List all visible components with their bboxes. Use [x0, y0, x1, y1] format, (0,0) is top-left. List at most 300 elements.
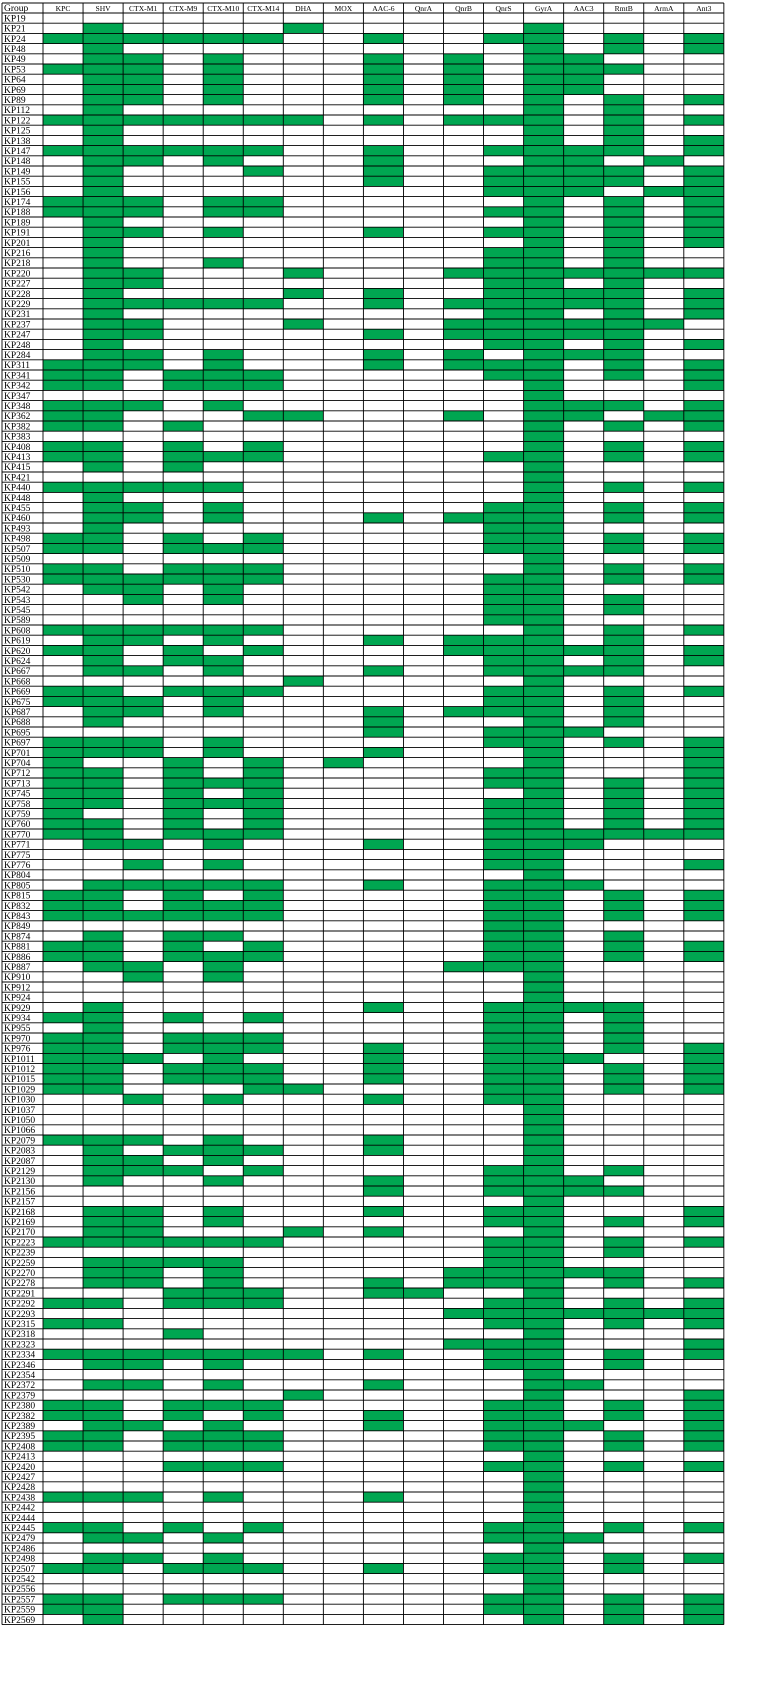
row-label: KP2278	[4, 1279, 36, 1290]
cell-present	[604, 227, 644, 237]
cell-present	[684, 798, 724, 808]
cell-present	[524, 676, 564, 686]
cell-present	[484, 849, 524, 859]
row-label: KP589	[4, 616, 31, 627]
cell-present	[484, 523, 524, 533]
cell-present	[163, 1349, 203, 1359]
cell-present	[83, 768, 123, 778]
cell-present	[163, 656, 203, 666]
cell-present	[43, 900, 83, 910]
row-label: KP156	[4, 187, 31, 198]
cell-present	[363, 1002, 403, 1012]
cell-present	[444, 1278, 484, 1288]
row-label: KP2569	[4, 1615, 36, 1626]
cell-present	[163, 1288, 203, 1298]
cell-present	[524, 186, 564, 196]
cell-present	[43, 625, 83, 635]
cell-present	[203, 370, 243, 380]
cell-present	[163, 1461, 203, 1471]
row-label: KP776	[4, 861, 31, 871]
row-label: KP804	[4, 871, 31, 882]
cell-present	[604, 258, 644, 268]
cell-present	[684, 788, 724, 798]
cell-present	[243, 951, 283, 961]
cell-present	[163, 829, 203, 839]
cell-present	[203, 1155, 243, 1165]
row-label: KP2259	[4, 1258, 36, 1269]
cell-present	[484, 1339, 524, 1349]
row-label: KP362	[4, 412, 31, 423]
cell-present	[524, 849, 564, 859]
cell-present	[363, 666, 403, 676]
cell-present	[444, 635, 484, 645]
cell-present	[83, 696, 123, 706]
cell-present	[684, 1594, 724, 1604]
cell-present	[684, 380, 724, 390]
cell-present	[684, 1339, 724, 1349]
cell-present	[524, 1319, 564, 1329]
cell-present	[83, 1074, 123, 1084]
cell-present	[524, 798, 564, 808]
cell-present	[203, 839, 243, 849]
cell-present	[564, 288, 604, 298]
cell-present	[203, 1380, 243, 1390]
cell-present	[203, 350, 243, 360]
cell-present	[203, 452, 243, 462]
row-label: KP2498	[4, 1554, 36, 1565]
cell-present	[524, 1523, 564, 1533]
cell-present	[363, 1288, 403, 1298]
cell-present	[243, 1166, 283, 1176]
row-label: KP759	[4, 810, 31, 820]
row-label: KP542	[4, 585, 31, 596]
cell-present	[684, 1084, 724, 1094]
cell-present	[484, 860, 524, 870]
cell-present	[163, 1064, 203, 1074]
cell-present	[203, 1237, 243, 1247]
cell-present	[524, 1461, 564, 1471]
cell-present	[203, 74, 243, 84]
cell-present	[43, 696, 83, 706]
cell-present	[524, 1614, 564, 1624]
cell-present	[163, 951, 203, 961]
cell-present	[83, 64, 123, 74]
cell-present	[163, 1033, 203, 1043]
row-label: KP2130	[4, 1177, 36, 1188]
cell-present	[684, 809, 724, 819]
row-label: KP220	[4, 269, 31, 280]
cell-present	[484, 309, 524, 319]
cell-present	[123, 197, 163, 207]
cell-present	[684, 1410, 724, 1420]
cell-present	[83, 1145, 123, 1155]
cell-present	[524, 1033, 564, 1043]
cell-present	[83, 1431, 123, 1441]
row-label: KP1066	[4, 1126, 36, 1137]
cell-present	[123, 513, 163, 523]
cell-present	[43, 1053, 83, 1063]
cell-present	[203, 482, 243, 492]
cell-present	[524, 554, 564, 564]
cell-present	[484, 931, 524, 941]
row-label: KP2223	[4, 1238, 36, 1249]
cell-present	[524, 1298, 564, 1308]
cell-present	[604, 778, 644, 788]
cell-present	[163, 686, 203, 696]
cell-present	[83, 207, 123, 217]
cell-present	[604, 95, 644, 105]
cell-present	[604, 656, 644, 666]
cell-present	[524, 1013, 564, 1023]
cell-present	[363, 635, 403, 645]
cell-present	[83, 299, 123, 309]
cell-present	[684, 166, 724, 176]
cell-present	[444, 299, 484, 309]
cell-present	[243, 1523, 283, 1533]
cell-present	[524, 1492, 564, 1502]
cell-present	[524, 299, 564, 309]
cell-present	[524, 1431, 564, 1441]
cell-present	[484, 115, 524, 125]
heatmap-cells	[43, 23, 724, 1624]
cell-present	[604, 564, 644, 574]
row-label: KP2239	[4, 1248, 36, 1259]
cell-present	[203, 686, 243, 696]
cell-present	[43, 890, 83, 900]
cell-present	[444, 1268, 484, 1278]
cell-present	[83, 1053, 123, 1063]
cell-present	[83, 707, 123, 717]
cell-present	[604, 1237, 644, 1247]
cell-present	[604, 33, 644, 43]
cell-present	[83, 1237, 123, 1247]
cell-present	[524, 258, 564, 268]
row-label: KP712	[4, 769, 31, 780]
cell-present	[83, 186, 123, 196]
cell-present	[604, 1002, 644, 1012]
cell-present	[524, 829, 564, 839]
column-header-dha: DHA	[295, 3, 312, 13]
cell-present	[123, 1380, 163, 1390]
cell-present	[604, 1614, 644, 1624]
row-label: KP624	[4, 657, 31, 667]
cell-present	[363, 1563, 403, 1573]
cell-present	[243, 645, 283, 655]
cell-present	[524, 1155, 564, 1165]
cell-present	[684, 758, 724, 768]
cell-present	[524, 1237, 564, 1247]
cell-present	[123, 482, 163, 492]
cell-present	[43, 533, 83, 543]
cell-present	[283, 1084, 323, 1094]
cell-present	[203, 1431, 243, 1441]
cell-present	[43, 1064, 83, 1074]
cell-present	[123, 95, 163, 105]
cell-present	[123, 1492, 163, 1502]
cell-present	[163, 1563, 203, 1573]
cell-present	[684, 656, 724, 666]
cell-present	[43, 1563, 83, 1573]
cell-present	[684, 1461, 724, 1471]
cell-present	[604, 788, 644, 798]
cell-present	[604, 1410, 644, 1420]
cell-present	[604, 503, 644, 513]
cell-present	[163, 533, 203, 543]
cell-present	[43, 1492, 83, 1502]
cell-present	[604, 1033, 644, 1043]
row-label: KP510	[4, 565, 31, 576]
row-label: KP228	[4, 289, 31, 300]
cell-present	[484, 339, 524, 349]
cell-present	[604, 452, 644, 462]
cell-present	[123, 1227, 163, 1237]
cell-present	[684, 1308, 724, 1318]
cell-present	[123, 880, 163, 890]
row-label: KP507	[4, 544, 31, 555]
row-label: KP2372	[4, 1381, 36, 1392]
column-header-qnrb: QnrB	[455, 3, 472, 13]
cell-present	[484, 1023, 524, 1033]
row-label: KP620	[4, 646, 31, 657]
cell-present	[43, 370, 83, 380]
cell-present	[83, 237, 123, 247]
row-label: KP2346	[4, 1360, 36, 1371]
column-header-mox: MOX	[334, 3, 353, 13]
cell-present	[43, 543, 83, 553]
cell-present	[604, 135, 644, 145]
cell-present	[604, 1064, 644, 1074]
cell-present	[684, 135, 724, 145]
cell-present	[163, 1166, 203, 1176]
cell-present	[684, 288, 724, 298]
cell-present	[43, 758, 83, 768]
cell-present	[83, 1217, 123, 1227]
cell-present	[524, 1084, 564, 1094]
cell-present	[684, 115, 724, 125]
cell-present	[363, 513, 403, 523]
row-label: KP231	[4, 310, 31, 321]
cell-present	[83, 1227, 123, 1237]
cell-present	[564, 1421, 604, 1431]
cell-present	[444, 329, 484, 339]
cell-present	[83, 411, 123, 421]
cell-present	[163, 543, 203, 553]
cell-present	[604, 737, 644, 747]
row-label: KP2559	[4, 1605, 36, 1616]
cell-present	[83, 1023, 123, 1033]
row-label: KP2168	[4, 1207, 36, 1218]
cell-present	[123, 1278, 163, 1288]
row-label: KP24	[4, 34, 26, 45]
row-label: KP929	[4, 1003, 31, 1014]
cell-present	[123, 911, 163, 921]
cell-present	[83, 819, 123, 829]
cell-present	[604, 146, 644, 156]
cell-present	[484, 1533, 524, 1543]
cell-present	[444, 411, 484, 421]
cell-present	[604, 319, 644, 329]
cell-present	[684, 1278, 724, 1288]
cell-present	[484, 503, 524, 513]
cell-present	[524, 696, 564, 706]
cell-present	[684, 299, 724, 309]
cell-present	[203, 584, 243, 594]
cell-present	[203, 258, 243, 268]
cell-present	[363, 1380, 403, 1390]
cell-present	[323, 758, 363, 768]
cell-present	[243, 1441, 283, 1451]
cell-present	[524, 1145, 564, 1155]
cell-present	[43, 574, 83, 584]
cell-present	[43, 33, 83, 43]
cell-present	[83, 1268, 123, 1278]
cell-present	[123, 115, 163, 125]
row-label: KP1015	[4, 1075, 36, 1086]
cell-present	[123, 1359, 163, 1369]
cell-present	[123, 401, 163, 411]
cell-present	[684, 1553, 724, 1563]
row-label: KP758	[4, 799, 31, 810]
cell-present	[524, 768, 564, 778]
cell-present	[484, 1268, 524, 1278]
cell-present	[484, 819, 524, 829]
cell-present	[484, 798, 524, 808]
cell-present	[203, 197, 243, 207]
row-label: KP2315	[4, 1320, 36, 1330]
cell-present	[83, 1033, 123, 1043]
cell-present	[684, 1074, 724, 1084]
cell-present	[604, 829, 644, 839]
cell-present	[604, 125, 644, 135]
row-label: KP148	[4, 157, 31, 168]
cell-present	[524, 1359, 564, 1369]
cell-present	[524, 931, 564, 941]
cell-present	[123, 635, 163, 645]
cell-present	[83, 339, 123, 349]
cell-present	[43, 645, 83, 655]
cell-present	[524, 564, 564, 574]
cell-present	[283, 1349, 323, 1359]
cell-present	[83, 503, 123, 513]
cell-present	[524, 656, 564, 666]
cell-present	[83, 329, 123, 339]
cell-present	[484, 768, 524, 778]
cell-present	[243, 441, 283, 451]
row-label: KP227	[4, 279, 31, 290]
cell-present	[363, 707, 403, 717]
cell-present	[524, 1217, 564, 1227]
cell-present	[83, 33, 123, 43]
cell-present	[363, 1043, 403, 1053]
cell-present	[524, 992, 564, 1002]
cell-present	[163, 625, 203, 635]
cell-present	[524, 941, 564, 951]
cell-present	[203, 401, 243, 411]
cell-present	[484, 594, 524, 604]
row-label: KP383	[4, 432, 31, 443]
cell-present	[484, 1186, 524, 1196]
cell-present	[363, 115, 403, 125]
cell-present	[524, 1064, 564, 1074]
cell-present	[363, 880, 403, 890]
cell-present	[363, 1064, 403, 1074]
row-label: KP2542	[4, 1575, 36, 1585]
cell-present	[43, 207, 83, 217]
row-label: KP760	[4, 820, 31, 831]
cell-present	[203, 737, 243, 747]
row-label: KP849	[4, 922, 31, 933]
cell-present	[524, 1410, 564, 1420]
cell-present	[524, 1390, 564, 1400]
cell-present	[564, 727, 604, 737]
cell-present	[524, 23, 564, 33]
cell-present	[484, 1257, 524, 1267]
cell-present	[524, 543, 564, 553]
cell-present	[684, 951, 724, 961]
cell-present	[203, 911, 243, 921]
cell-present	[484, 1410, 524, 1420]
cell-present	[163, 452, 203, 462]
row-label: KP53	[4, 65, 26, 76]
cell-present	[604, 360, 644, 370]
cell-present	[524, 237, 564, 247]
cell-present	[684, 1217, 724, 1227]
cell-present	[83, 829, 123, 839]
cell-present	[524, 95, 564, 105]
cell-present	[604, 635, 644, 645]
cell-present	[83, 482, 123, 492]
cell-present	[524, 156, 564, 166]
cell-present	[363, 146, 403, 156]
cell-present	[83, 1298, 123, 1308]
cell-present	[43, 1431, 83, 1441]
cell-present	[484, 1563, 524, 1573]
cell-present	[83, 717, 123, 727]
cell-present	[163, 768, 203, 778]
cell-present	[484, 1319, 524, 1329]
cell-present	[604, 1563, 644, 1573]
cell-present	[524, 1482, 564, 1492]
cell-present	[604, 1217, 644, 1227]
cell-present	[43, 1523, 83, 1533]
cell-present	[203, 625, 243, 635]
cell-present	[83, 44, 123, 54]
cell-present	[524, 1023, 564, 1033]
cell-present	[123, 1237, 163, 1247]
cell-present	[243, 543, 283, 553]
cell-present	[484, 1247, 524, 1257]
cell-present	[203, 1268, 243, 1278]
cell-present	[484, 1064, 524, 1074]
cell-present	[604, 309, 644, 319]
cell-present	[604, 1084, 644, 1094]
cell-present	[524, 1533, 564, 1543]
cell-present	[243, 1400, 283, 1410]
cell-present	[243, 1298, 283, 1308]
cell-present	[83, 1206, 123, 1216]
cell-present	[243, 1084, 283, 1094]
column-header-gyra: GyrA	[534, 3, 553, 13]
row-label: KP201	[4, 238, 31, 249]
cell-present	[684, 370, 724, 380]
cell-present	[524, 890, 564, 900]
cell-present	[203, 594, 243, 604]
cell-present	[83, 156, 123, 166]
cell-present	[83, 441, 123, 451]
cell-present	[444, 962, 484, 972]
cell-present	[123, 156, 163, 166]
cell-present	[524, 982, 564, 992]
